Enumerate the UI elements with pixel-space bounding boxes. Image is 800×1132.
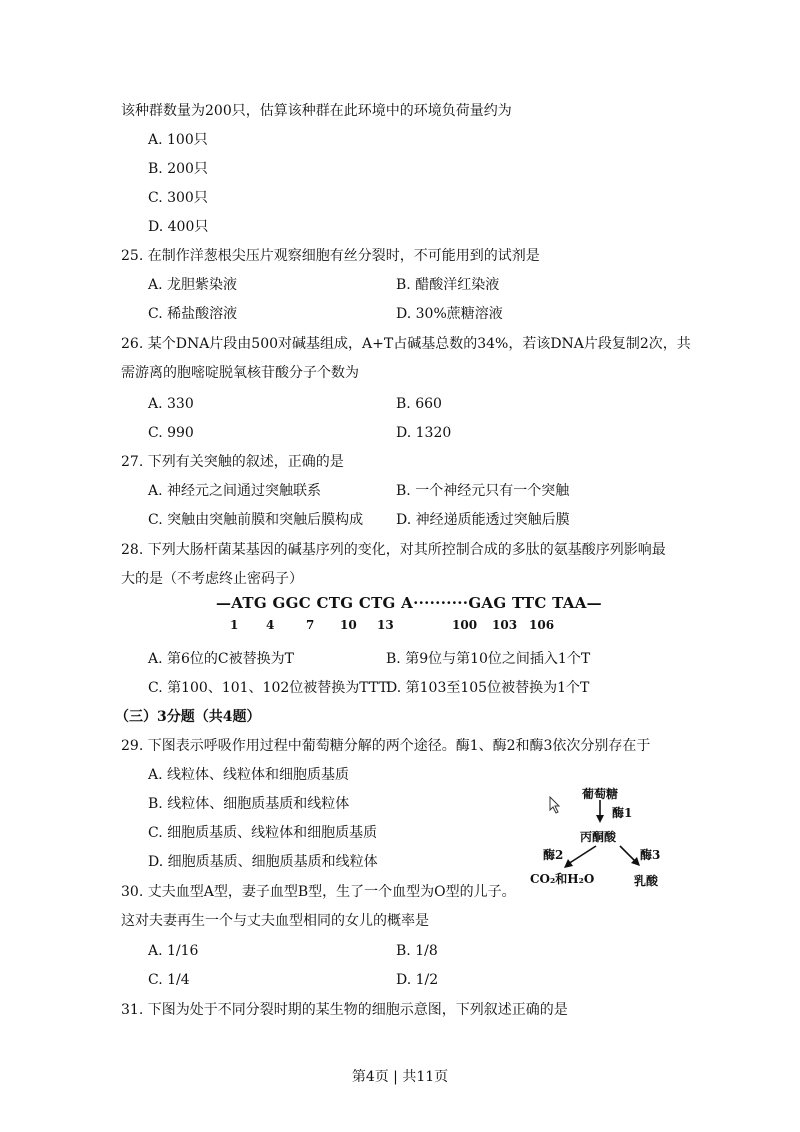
- q30-option-b: B. 1/8: [396, 943, 438, 959]
- q25-option-b: B. 醋酸洋红染液: [396, 277, 500, 293]
- pyruvate-label: 丙酮酸: [580, 830, 617, 844]
- lactic-acid-label: 乳酸: [634, 874, 659, 888]
- q27-option-c: C. 突触由突触前膜和突触后膜构成: [148, 512, 364, 528]
- q31-stem: 31. 下图为处于不同分裂时期的某生物的细胞示意图，下列叙述正确的是: [121, 1002, 568, 1018]
- q28-stem-line1: 28. 下列大肠杆菌某基因的碱基序列的变化，对其所控制合成的多肽的氨基酸序列影响最: [121, 542, 666, 558]
- q24-stem: 该种群数量为200只，估算该种群在此环境中的环境负荷量约为: [121, 103, 512, 119]
- q26-option-b: B. 660: [396, 396, 442, 412]
- section-heading: （三）3分题（共4题）: [115, 709, 261, 725]
- q24-option-c: C. 300只: [148, 190, 208, 206]
- q26-stem-line1: 26. 某个DNA片段由500对碱基组成，A+T占碱基总数的34%，若该DNA片段复制2次，共: [121, 336, 691, 352]
- enzyme1-label: 酶1: [612, 806, 633, 820]
- dna-position-label: 103: [492, 618, 518, 632]
- dna-position-label: 10: [340, 618, 357, 632]
- co2-h2o-label: CO₂和H₂O: [530, 872, 595, 886]
- q27-option-d: D. 神经递质能透过突触后膜: [396, 512, 570, 528]
- q25-option-d: D. 30%蔗糖溶液: [396, 306, 503, 322]
- page-footer: 第4页 | 共11页: [351, 1069, 449, 1085]
- q27-option-b: B. 一个神经元只有一个突触: [396, 483, 570, 499]
- q28-stem-line2: 大的是（不考虑终止密码子）: [121, 571, 303, 587]
- q26-stem-line2: 需游离的胞嘧啶脱氧核苷酸分子个数为: [121, 365, 359, 381]
- q29-option-b: B. 线粒体、细胞质基质和线粒体: [148, 796, 350, 812]
- q30-stem-line2: 这对夫妻再生一个与丈夫血型相同的女儿的概率是: [121, 913, 429, 929]
- dna-position-label: 106: [529, 618, 555, 632]
- q28-option-a: A. 第6位的C被替换为T: [148, 651, 294, 667]
- q30-stem-line1: 30. 丈夫血型A型，妻子血型B型，生了一个血型为O型的儿子。: [121, 884, 516, 900]
- dna-position-label: 4: [266, 618, 275, 632]
- dna-position-label: 100: [452, 618, 478, 632]
- q25-option-a: A. 龙胆紫染液: [148, 277, 238, 293]
- q28-option-d: D. 第103至105位被替换为1个T: [386, 680, 590, 696]
- q29-option-d: D. 细胞质基质、细胞质基质和线粒体: [148, 854, 378, 870]
- q25-option-c: C. 稀盐酸溶液: [148, 306, 238, 322]
- q30-option-d: D. 1/2: [396, 972, 439, 988]
- q27-option-a: A. 神经元之间通过突触联系: [148, 483, 322, 499]
- q25-stem: 25. 在制作洋葱根尖压片观察细胞有丝分裂时，不可能用到的试剂是: [121, 248, 540, 264]
- q24-option-d: D. 400只: [148, 219, 209, 235]
- q26-option-a: A. 330: [148, 396, 194, 412]
- left-arrow-icon: [560, 844, 600, 870]
- glucose-label: 葡萄糖: [582, 787, 619, 801]
- dna-position-label: 13: [377, 618, 394, 632]
- q28-option-c: C. 第100、101、102位被替换为TTT: [148, 680, 388, 696]
- q29-option-c: C. 细胞质基质、线粒体和细胞质基质: [148, 825, 378, 841]
- q30-option-c: C. 1/4: [148, 972, 190, 988]
- q29-stem: 29. 下图表示呼吸作用过程中葡萄糖分解的两个途径。酶1、酶2和酶3依次分别存在于: [121, 738, 651, 754]
- q30-option-a: A. 1/16: [148, 943, 199, 959]
- q26-option-d: D. 1320: [396, 425, 452, 441]
- dna-sequence: —ATG GGC CTG CTG A··········GAG TTC TAA—: [216, 594, 602, 612]
- mouse-cursor-icon: [549, 796, 561, 814]
- q28-option-b: B. 第9位与第10位之间插入1个T: [386, 651, 591, 667]
- dna-position-label: 7: [306, 618, 315, 632]
- q24-option-b: B. 200只: [148, 161, 208, 177]
- q24-option-a: A. 100只: [148, 132, 208, 148]
- q27-stem: 27. 下列有关突触的叙述，正确的是: [121, 454, 344, 470]
- q26-option-c: C. 990: [148, 425, 194, 441]
- dna-position-label: 1: [230, 618, 239, 632]
- enzyme2-label: 酶2: [543, 848, 564, 862]
- down-arrow-icon: [594, 800, 606, 824]
- q29-option-a: A. 线粒体、线粒体和细胞质基质: [148, 767, 350, 783]
- enzyme3-label: 酶3: [640, 848, 661, 862]
